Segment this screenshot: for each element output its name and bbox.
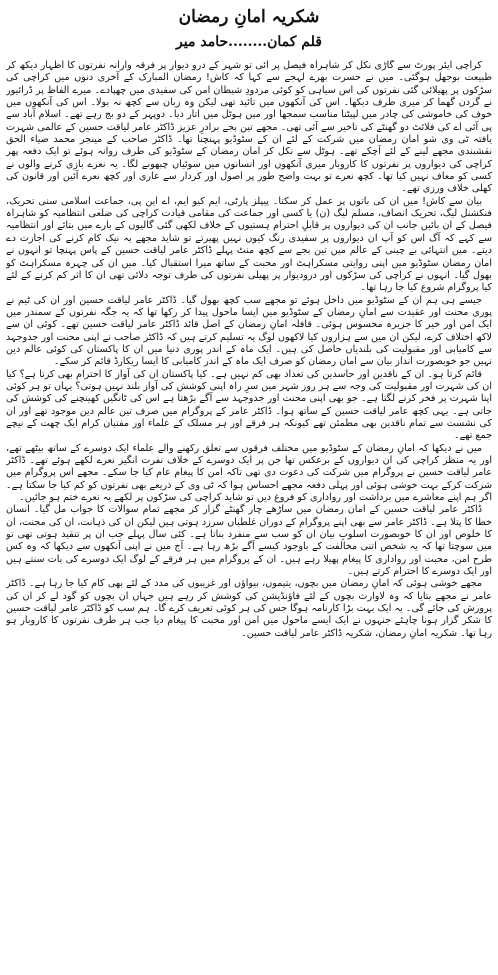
column-body — [6, 60, 492, 973]
paragraph: کراچی ایئر پورٹ سے گاڑی نکل کر شاہراہ فیصل پر آئی تو شہر کے درو دیوار پر فرقہ وارانہ نفرتوں کا اظہار دیکھ کر طبیعت بوجھل ہوگئی۔ میں نے حسرت بھرے لہجے سے کہا کہ کاش! رمضان المبارک کے آخری دنوں میں کراچی کی سڑکوں پر پھیلائی گئی نفرتوں کی اس سیاہی کو کوئی مردودِ شیطان امن کی سفیدی میں چھپادے۔ میرے الفاظ پر ڈرائیور نے گردن گھما کر میری طرف دیکھا۔ اس کی آنکھوں میں تائید تھی لیکن وہ زبان سے کچھ نہ بولا۔ اس کی آنکھوں میں خوف کی خاموشی کی چادر میں لپیٹنا مناسب سمجھا اور میں ہوٹل میں اتار دیا۔ دوپہر کے دو بج رہے تھے۔ اسلام آباد سے پی آئی اے کی فلائٹ دو گھنٹے کی تاخیر سے آئی تھی۔ مجھے تین بجے برادرِ عزیز ڈاکٹر عامر لیاقت حسین کے عالمی شہرت یافتہ ٹی وی شو امان رمضان میں شرکت کے لئے ان کے سٹوڈیو پہنچنا تھا۔ ڈاکٹر صاحب کے مینجر محمد ضیاء الحق نقشبندی مجھے لینے کے لئے آچکے تھے۔ ہوٹل سے نکل کر امان رمضان کے سٹوڈیو کی طرف روانہ ہوئے تو ایک دفعہ پھر کراچی کی دیواروں پر نفرتوں کا کاروبار میری آنکھوں اور انسانوں میں سوئیاں چبھونے لگا۔ یہ نعرے بازی کرنے والوں نے کسی کو معاف نہیں کیا تھا۔ کچھ نعرے تو بہت واضح طور پر اصول اور کردار سے عاری اور کچھ نعرے آئین اور قانون کی کھلی خلاف ورزی تھے۔ — [6, 60, 492, 195]
column-byline: قلم کمان........حامد میر — [176, 34, 322, 50]
paragraph: بیان سے کاش! میں ان کی باتوں پر عمل کر سکتا۔ پیپلز پارٹی، ایم کیو ایم، اے این پی، جماعت اسلامی سنی تحریک، فنکشنل لیگ، تحریک انصاف، مسلم لیگ (ن) یا کسی اور جماعت کی مقامی قیادت کراچی کی ضلعی انتظامیہ کو شاہراہ فیصل کے ان بائیں جانب ان کی دیواروں پر قابلِ احترام ہستیوں کے خلاف لکھی گئی گالیوں کے بارے میں بتائے اور انتظامیہ سے کہے کہ آگ اس کو آپ ان دیواروں پر سفیدی رنگ کیوں نہیں پھیرتے تو شاید مجھے یہ نیک کام کرنے کی اجازت دے دیتے۔ میں انتہائی بے چینی کے عالم میں تین بجے سے کچھ منٹ پہلے ڈاکٹر عامر لیاقت حسین کے پاس پہنچا تو انہوں نے امان رمضان سٹوڈیو میں اپنی روایتی مسکراہٹ اور محبت کے ساتھ میرا استقبال کیا۔ میں ان کی چہرہ مسکراہٹ کو بھول گیا۔ انہوں نے کراچی کی سڑکوں اور درودیوار پر پھیلی نفرتوں کی طرف توجہ دلائی تھی ان کا اثر کم کرنے کے لئے کیا پروگرام شروع کیا جا رہا تھا۔ — [6, 195, 492, 294]
paragraph: قائم کرتا ہو۔ ان کے ناقدین اور حاسدین کی تعداد بھی کم نہیں ہے۔ کیا پاکستان ان کی آواز کا احترام بھی کرتا ہے؟ کیا ان کی شہرت اور مقبولیت کی وجہ سے ہر روز شہر میں سرِ راہ اپنی کوشش کی آواز بلند نہیں ہوتی؟ یہاں تو ہر کوئی اپنا شہرت پر فخر کرنے لگتا ہے۔ جو بھی اپنی محنت اور جدوجہد سے آگے بڑھتا ہے اس کی ٹانگیں کھینچنے کی کوشش کی جاتی ہے۔ یہی کچھ عامر لیاقت حسین کے ساتھ ہوا۔ ڈاکٹر عامر کے پروگرام میں صرف تین عالم دین موجود تھے اور ان کی نشست سے تمام ناقدین بھی مطمئن تھے کیونکہ ہر فرقے اور ہر مسلک کے علماء اور مفتیان کرام ایک چھت کے نیچے جمع تھے۔ — [6, 368, 492, 442]
paragraph: جیسے ہی ہم ان کے سٹوڈیو میں داخل ہوئے تو مجھے سب کچھ بھول گیا۔ ڈاکٹر عامر لیاقت حسین اور ان کی ٹیم نے پوری محنت اور عقیدت سے امانِ رمضان کے سٹوڈیو میں ایسا ماحول پیدا کر رکھا تھا کہ یہ جگہ نفرتوں کے سمندر میں ایک امن اور خیر کا جزیرہ محسوس ہوئی۔ قافلہ امانِ رمضان کے اصل قائد ڈاکٹر عامر لیاقت حسین تھے۔ کوئی ان سے لاکھ اختلاف کرے، لیکن ان میں سے ہزاروں کیا لاکھوں لوگ یہ تسلیم کرتے ہیں کہ ڈاکٹر صاحب نے اپنی محنت اور جدوجہد سے کامیابی اور مقبولیت کی بلندیاں حاصل کی ہیں۔ ایک ماہ کے اندر پوری دنیا میں ان کا پاکستان کی کوئی عالم دین نہیں جو خوبصورت انداز بیان سے امان رمضان کو صرف ایک ماہ کے اندر کامیابی کا ایسا ریکارڈ قائم کر سکے۔ — [6, 294, 492, 368]
paragraph: ڈاکٹر عامر لیاقت حسین کے امان رمضان میں ساڑھے چار گھنٹے گزار کر مجھے تمام سوالات کا جواب مل گیا۔ انسان خطا کا پتلا ہے۔ ڈاکٹر عامر سے بھی اپنے پروگرام کے دوران غلطیاں سرزد ہوتی ہیں لیکن ان کی ذہانت، ان کی محنت، ان کا خلوص اور ان کا خوبصورت اسلوبِ بیان ان کو سب سے منفرد بناتا ہے۔ کئی سال پہلے جب ان پر تنقید ہوتی تھی تو میں سوچتا تھا کہ یہ شخص اتنی مخالفت کے باوجود کیسے آگے بڑھ رہا ہے۔ آج میں نے اپنی آنکھوں سے دیکھا کہ وہ کس طرح امن، محبت اور رواداری کا پیغام پھیلا رہے ہیں۔ ان کے پروگرام میں ہر فرقے کے لوگ ایک دوسرے کی بات سنتے ہیں اور ایک دوسرے کا احترام کرتے ہیں۔ — [6, 504, 492, 578]
paragraph: میں نے دیکھا کہ امانِ رمضان کے سٹوڈیو میں مختلف فرقوں سے تعلق رکھنے والے علماء ایک دوسرے کے ساتھ بیٹھے تھے، اور یہ منظر کراچی کی ان دیواروں کے برعکس تھا جن پر ایک دوسرے کے خلاف نفرت انگیز نعرے لکھے ہوئے تھے۔ ڈاکٹر عامر لیاقت حسین نے پروگرام میں شرکت کی دعوت دی تھی تاکہ امن کا پیغام عام کیا جا سکے۔ مجھے اس پروگرام میں شرکت کرکے بہت خوشی ہوئی اور پہلی دفعہ مجھے احساس ہوا کہ ٹی وی کے ذریعے بھی نفرتوں کو کم کیا جا سکتا ہے۔ اگر ہم اپنے معاشرے میں برداشت اور رواداری کو فروغ دیں تو شاید کراچی کی سڑکوں پر لکھے یہ نعرے ختم ہو جائیں۔ — [6, 442, 492, 504]
paragraph: مجھے خوشی ہوئی کہ امانِ رمضان میں بچوں، یتیموں، بیواؤں اور غریبوں کی مدد کے لئے بھی کام کیا جا رہا ہے۔ ڈاکٹر عامر نے مجھے بتایا کہ وہ لاوارث بچوں کے لئے فاؤنڈیشن کی کوشش کر رہے ہیں جہاں ان بچوں کو گود لے کر ان کی پرورش کی جائے گی۔ یہ ایک بہت بڑا کارنامہ ہوگا جس کی ہر کوئی تعریف کرے گا۔ ہم سب کو ڈاکٹر عامر لیاقت حسین کا شکر گزار ہونا چاہئے جنہوں نے ایک ایسے ماحول میں امن اور محبت کا پیغام دیا جب ہر طرف نفرتوں کا کاروبار ہو رہا تھا۔ شکریہ امانِ رمضان، شکریہ ڈاکٹر عامر لیاقت حسین۔ — [6, 578, 492, 639]
column-title: شکریہ امانِ رمضان — [178, 7, 320, 27]
